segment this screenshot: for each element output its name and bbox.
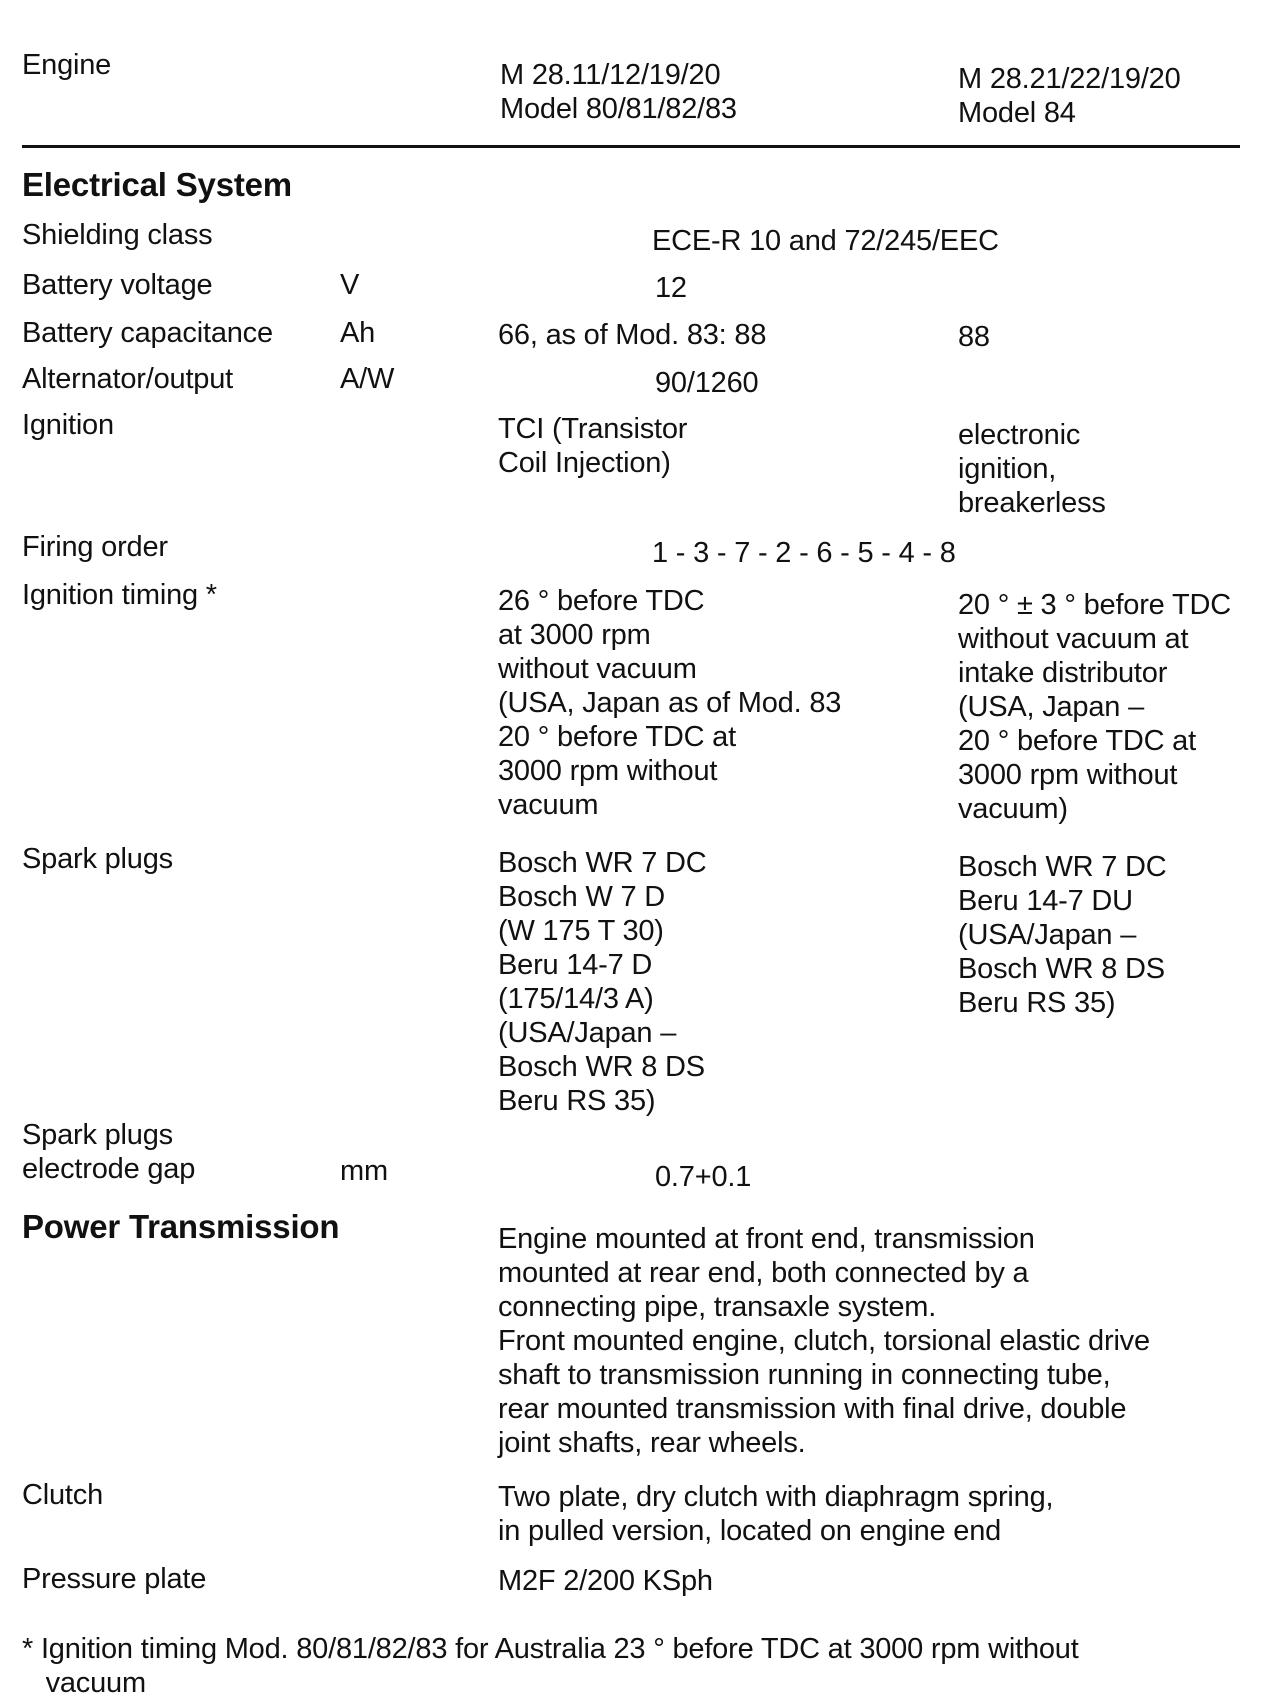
capacitance-unit: Ah [340,317,376,349]
plugs-col2: Bosch WR 7 DC Beru 14-7 DU (USA/Japan – Bosch WR 8 DS Beru RS 35) [958,851,1167,1019]
alternator-unit: A/W [340,363,395,395]
voltage-value: 12 [655,272,687,304]
plugs-col1: Bosch WR 7 DC Bosch W 7 D (W 175 T 30) Beru 14-7 D (175/14/3 A) (USA/Japan – Bosch WR 8 DS Beru RS 35) [498,847,707,1117]
header-model-col1: M 28.11/12/19/20 Model 80/81/82/83 [500,59,737,125]
alternator-value: 90/1260 [655,367,759,399]
gap-value: 0.7+0.1 [655,1161,752,1193]
section-title-power: Power Transmission [22,1208,340,1245]
shielding-value: ECE-R 10 and 72/245/EEC [652,225,999,257]
gap-label: Spark plugs electrode gap [22,1119,196,1185]
pressure-label: Pressure plate [22,1563,207,1595]
capacitance-col1: 66, as of Mod. 83: 88 [498,319,767,351]
footnote: * Ignition timing Mod. 80/81/82/83 for Australia 23 ° before TDC at 3000 rpm without vacuum [22,1633,1079,1699]
capacitance-col2: 88 [958,321,990,353]
shielding-label: Shielding class [22,219,213,251]
voltage-label: Battery voltage [22,269,213,301]
gap-unit: mm [340,1155,388,1187]
timing-col2: 20 ° ± 3 ° before TDC without vacuum at intake distributor (USA, Japan – 20 ° before TDC at 3000 rpm without vacuum) [958,589,1231,825]
header-model-col2: M 28.21/22/19/20 Model 84 [958,63,1181,129]
firing-label: Firing order [22,531,168,563]
capacitance-label: Battery capacitance [22,317,273,349]
clutch-label: Clutch [22,1479,103,1511]
ignition-col1: TCI (Transistor Coil Injection) [498,413,688,479]
ignition-col2: electronic ignition, breakerless [958,419,1106,519]
clutch-value: Two plate, dry clutch with diaphragm spring, in pulled version, located on engine end [498,1481,1054,1547]
timing-label: Ignition timing * [22,579,217,611]
pressure-value: M2F 2/200 KSph [498,1565,713,1597]
section-title-electrical: Electrical System [22,166,292,203]
power-description: Engine mounted at front end, transmission mounted at rear end, both connected by a connecting pipe, transaxle system. Front mounted engine, clutch, torsional elastic drive shaft to transmission running in connecting tube, rear mounted transmission with final drive, double joint shafts, rear wheels. [498,1223,1150,1459]
header-divider [22,145,1240,148]
header-label: Engine [22,49,112,81]
plugs-label: Spark plugs [22,843,173,875]
voltage-unit: V [340,269,360,301]
firing-value: 1 - 3 - 7 - 2 - 6 - 5 - 4 - 8 [652,537,956,569]
alternator-label: Alternator/output [22,363,234,395]
ignition-label: Ignition [22,409,114,441]
timing-col1: 26 ° before TDC at 3000 rpm without vacuum (USA, Japan as of Mod. 83 20 ° before TDC at 3000 rpm without vacuum [498,585,842,821]
